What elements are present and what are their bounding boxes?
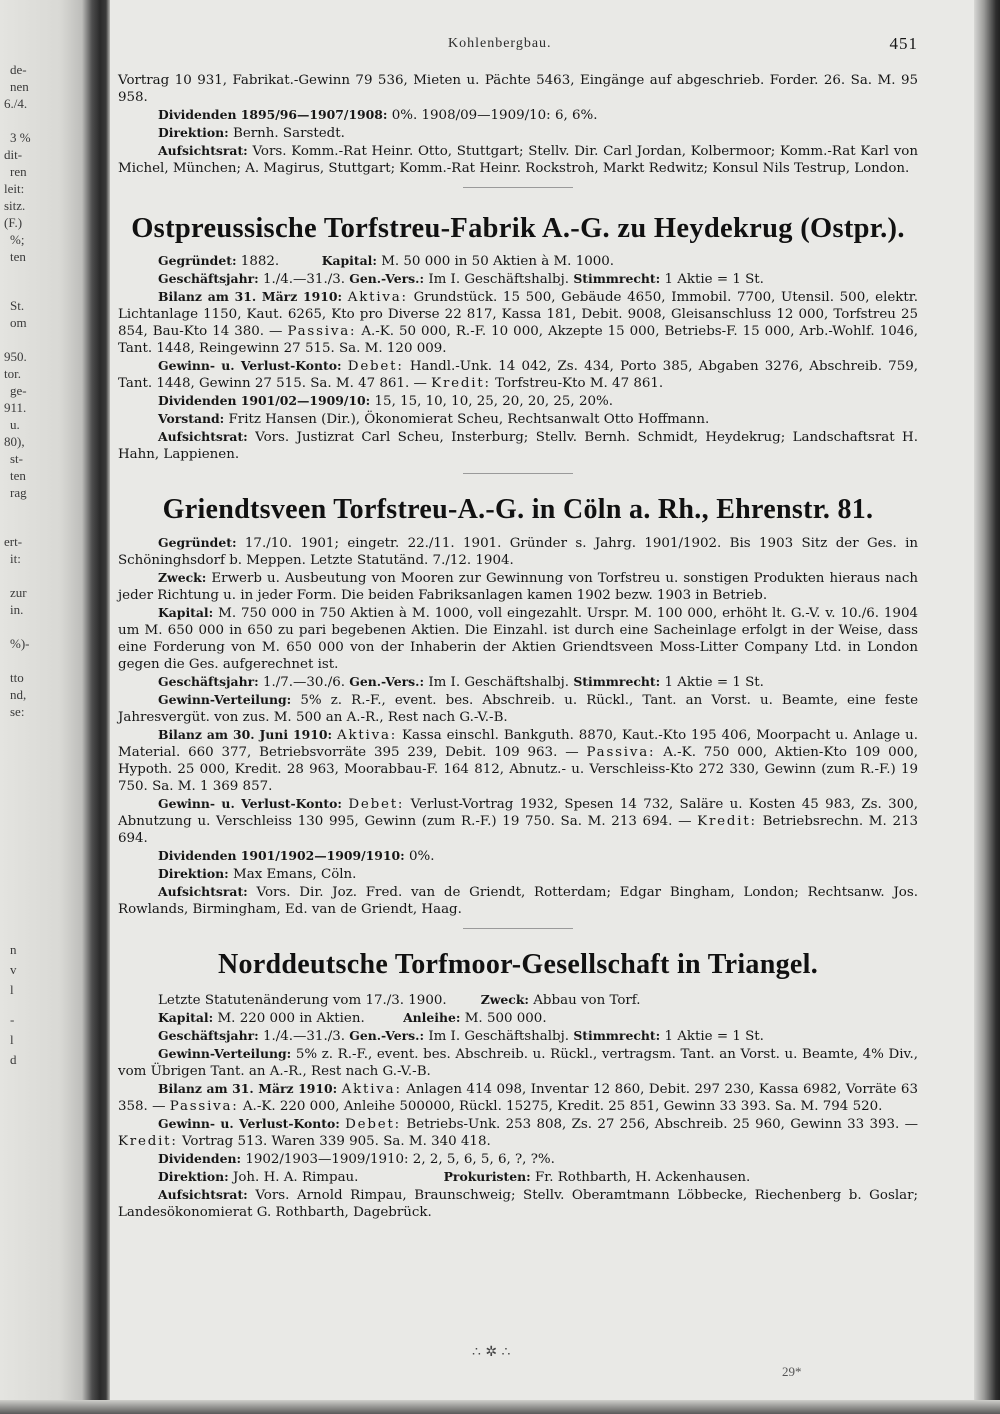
anleihe-label: Anleihe: (403, 1010, 461, 1025)
bilanz-entry (118, 1080, 918, 1115)
statut-text: Letzte Statutenänderung vom 17./3. 1900. (158, 993, 447, 1008)
margin-fragment: nen (10, 79, 29, 94)
guv-entry (118, 357, 918, 392)
aufsichtsrat-label: Aufsichtsrat: (158, 1187, 248, 1202)
geschaeftsjahr-entry (118, 1027, 918, 1045)
guv-label: Gewinn- u. Verlust-Konto: (158, 358, 342, 373)
statut-zweck-entry (118, 991, 918, 1009)
margin-fragment: l (10, 982, 14, 997)
company-title-griendtsveen: Griendtsveen Torfstreu-A.-G. in Cöln a. Rh., Ehrenstr. 81. (162, 494, 874, 525)
margin-fragment: l (10, 1032, 14, 1047)
passiva-text: A.-K. 50 000, R.-F. 10 000, Akzepte 15 000, Betriebs-F. 15 000, Arb.-Wohlf. 1046, Tant. 1448, Reingewinn 27 515. Sa. M. 120 009. (118, 324, 919, 356)
guv-entry (118, 1115, 918, 1150)
direktion-entry (118, 1168, 918, 1186)
dividenden-entry (118, 1150, 918, 1168)
aufsichtsrat-text: Vors. Arnold Rimpau, Braunschweig; Stellv. Oberamtmann Löbbecke, Riechenberg b. Goslar; Landesökonomierat G. Rothbarth, Dagebrück. (118, 1188, 918, 1220)
aufsichtsrat-entry (118, 883, 918, 918)
aktiva-word: Aktiva: (347, 290, 408, 305)
margin-fragment: v (10, 962, 17, 977)
gewinnverteilung-text: 5% z. R.-F., event. bes. Abschreib. u. Rückl., Tant. an Vorst. u. Beamte, eine feste Jahresvergüt. von zus. M. 500 an A.-R., Rest nach G.-V.-B. (118, 693, 918, 725)
margin-fragment: - (10, 1012, 15, 1027)
dividenden-entry (118, 847, 918, 865)
margin-fragment: tto (10, 670, 24, 685)
dividenden-label: Dividenden: (158, 1151, 242, 1166)
company-title-norddeutsche: Norddeutsche Torfmoor-Gesellschaft in Triangel. (218, 949, 818, 980)
section-continuation (118, 72, 918, 188)
margin-fragment: it: (10, 551, 21, 566)
genvers-text: Im I. Geschäftshalbj. (428, 272, 570, 287)
kredit-word: Kredit: (697, 814, 757, 829)
margin-fragment: 950. (4, 349, 27, 364)
margin-fragment: st- (10, 451, 23, 466)
direktion-entry (118, 124, 918, 142)
genvers-text: Im I. Geschäftshalbj. (428, 675, 570, 690)
margin-fragment: 80), (4, 434, 25, 449)
right-scan-edge (974, 0, 1000, 1414)
dividenden-text: 0%. 1908/09—1909/10: 6, 6%. (391, 108, 598, 123)
prokuristen-text: Fr. Rothbarth, H. Ackenhausen. (534, 1170, 751, 1185)
margin-fragment: ren (10, 164, 27, 179)
margin-fragment: 3 % (10, 130, 31, 145)
running-head: Kohlenbergbau. (448, 36, 552, 51)
company-title-ostpreussische: Ostpreussische Torfstreu-Fabrik A.-G. zu Heydekrug (Ostpr.). (131, 213, 905, 244)
gegruendet-label: Gegründet: (158, 535, 237, 550)
margin-fragment: zur (10, 585, 27, 600)
aktiva-text: Grundstück. 15 500, Gebäude 4650, Immobil. 7700, Utensil. 500, elektr. Lichtanlage 1150, Kaut. 6265, Kto pro Diverse 22 817, Kassa 181, Debit. 9008, Gleisanschluss 12 000, Torfstreu 25 854, Bau-Kto 14 380. — (118, 290, 918, 339)
dividenden-entry (118, 392, 918, 410)
margin-fragment: 911. (4, 400, 27, 415)
passiva-text: A.-K. 220 000, Anleihe 500000, Rückl. 15275, Kredit. 25 851, Gewinn 33 393. Sa. M. 794 520. (242, 1099, 883, 1114)
kapital-text: M. 50 000 in 50 Aktien à M. 1000. (381, 254, 615, 269)
kapital-entry (118, 604, 918, 673)
genvers-label: Gen.-Vers.: (349, 674, 425, 689)
stimmrecht-text: 1 Aktie = 1 St. (664, 675, 764, 690)
direktion-label: Direktion: (158, 1169, 229, 1184)
bilanz-entry (118, 288, 918, 357)
page-header (118, 36, 918, 58)
vorstand-text: Fritz Hansen (Dir.), Ökonomierat Scheu, Rechtsanwalt Otto Hoffmann. (228, 412, 710, 427)
dividenden-text: 15, 15, 10, 10, 25, 20, 20, 25, 20%. (374, 394, 613, 409)
aktiva-text: Kassa einschl. Bankguth. 8870, Kaut.-Kto 195 406, Moorpacht u. Anlage u. Material. 660 377, Betriebsvorräte 395 239, Debit. 109 963. — (118, 728, 918, 760)
kredit-dash: — (678, 814, 692, 829)
guv-entry (118, 795, 918, 847)
aufsichtsrat-text: Vors. Justizrat Carl Scheu, Insterburg; Stellv. Bernh. Schmidt, Heydekrug; Landschaftsrat H. Hahn, Lappienen. (118, 430, 918, 462)
gewinnverteilung-entry (118, 691, 918, 726)
aufsichtsrat-label: Aufsichtsrat: (158, 143, 248, 158)
margin-fragment: in. (10, 602, 24, 617)
margin-fragment: om (10, 315, 27, 330)
margin-fragment: ten (10, 249, 26, 264)
kapital-label: Kapital: (321, 253, 377, 268)
page-content (118, 72, 918, 1221)
section-norddeutsche (118, 991, 918, 1221)
margin-fragment: (F.) (4, 215, 23, 230)
margin-fragment: n (10, 942, 17, 957)
kredit-text: Vortrag 513. Waren 339 905. Sa. M. 340 418. (181, 1134, 491, 1149)
geschaeftsjahr-label: Geschäftsjahr: (158, 271, 259, 286)
aufsichtsrat-entry (118, 428, 918, 463)
margin-fragment: ten (10, 468, 26, 483)
dividenden-label: Dividenden 1895/96—1907/1908: (158, 107, 388, 122)
passiva-text: A.-K. 750 000, Aktien-Kto 109 000, Hypoth. 25 000, Kredit. 28 963, Moorabbau-F. 164 812, Abnutz.- u. Verschleiss-Kto 272 330, Gewinn (zum R.-F.) 19 750. Sa. M. 1 369 857. (118, 745, 918, 794)
margin-fragment: de- (10, 62, 27, 77)
section-ostpreussische (118, 252, 918, 474)
section-divider (463, 928, 573, 929)
aktiva-text: Anlagen 414 098, Inventar 12 860, Debit. 297 230, Kassa 6982, Vorräte 63 358. — (118, 1082, 918, 1114)
geschaeftsjahr-text: 1./4.—31./3. (262, 272, 345, 287)
dividenden-text: 0%. (409, 849, 435, 864)
stimmrecht-text: 1 Aktie = 1 St. (664, 272, 764, 287)
gewinnverteilung-text: 5% z. R.-F., event. bes. Abschreib. u. Rückl., vertragsm. Tant. an Vorst. u. Beamte, 4% Div., vom Übrigen Tant. an A.-R., Rest nach G.-V.-B. (118, 1047, 918, 1079)
direktion-entry (118, 865, 918, 883)
margin-fragment: %; (10, 232, 25, 247)
kredit-word: Kredit: (118, 1134, 178, 1149)
dividenden-label: Dividenden 1901/1902—1909/1910: (158, 848, 405, 863)
kapital-label: Kapital: (158, 1010, 214, 1025)
vorstand-entry (118, 410, 918, 428)
direktion-text: Bernh. Sarstedt. (233, 126, 345, 141)
margin-fragment: ge- (10, 383, 27, 398)
debet-text: Verlust-Vortrag 1932, Spesen 14 732, Saläre u. Kosten 45 983, Zs. 300, Abnutzung u. Verschleiss 130 995, Gewinn (zum R.-F.) 19 750. Sa. M. 213 694. (118, 797, 918, 829)
margin-fragment: u. (10, 417, 20, 432)
geschaeftsjahr-text: 1./4.—31./3. (262, 1029, 345, 1044)
margin-fragment: se: (10, 704, 25, 719)
passiva-word: Passiva: (169, 1099, 239, 1114)
debet-word: Debet: (345, 1117, 401, 1132)
direktion-text: Max Emans, Cöln. (233, 867, 357, 882)
passiva-word: Passiva: (586, 745, 656, 760)
genvers-label: Gen.-Vers.: (349, 1028, 425, 1043)
prokuristen-label: Prokuristen: (443, 1169, 531, 1184)
section-griendtsveen (118, 534, 918, 929)
genvers-label: Gen.-Vers.: (349, 271, 425, 286)
bottom-scan-edge (0, 1400, 1000, 1414)
bilanz-label: Bilanz am 31. März 1910: (158, 289, 343, 304)
margin-fragment: %)- (10, 636, 30, 651)
signature-mark: 29* (782, 1364, 802, 1379)
vorstand-label: Vorstand: (158, 411, 225, 426)
aktiva-word: Aktiva: (341, 1082, 402, 1097)
bilanz-label: Bilanz am 31. März 1910: (158, 1081, 338, 1096)
gegruendet-text: 1882. (240, 254, 280, 269)
stimmrecht-text: 1 Aktie = 1 St. (664, 1029, 764, 1044)
debet-word: Debet: (347, 359, 404, 374)
kapital-text: M. 750 000 in 750 Aktien à M. 1000, voll eingezahlt. Urspr. M. 100 000, erhöht lt. G.-V. v. 10./6. 1904 um M. 650 000 in 650 zu pari begebenen Aktien. Die Einzahl. ist durch eine Sacheinlage erfolgt in der Weise, dass eine Forderung von M. 650 000 von der Inhaberin der Aktien Griendtsveen Moss-Litter Company Ltd. in London gegen die Ges. aufgerechnet ist. (118, 606, 918, 672)
guv-label: Gewinn- u. Verlust-Konto: (158, 1116, 340, 1131)
aufsichtsrat-text: Vors. Dir. Joz. Fred. van de Griendt, Rotterdam; Edgar Bingham, London; Rechtsanw. Jos. Rowlands, Birmingham, Ed. van de Griendt, Haag. (118, 885, 918, 917)
direktion-text: Joh. H. A. Rimpau. (233, 1170, 359, 1185)
direktion-label: Direktion: (158, 866, 229, 881)
genvers-text: Im I. Geschäftshalbj. (428, 1029, 570, 1044)
gewinnverteilung-label: Gewinn-Verteilung: (158, 1046, 292, 1061)
stimmrecht-label: Stimmrecht: (573, 1028, 661, 1043)
gegruendet-entry (118, 534, 918, 569)
margin-fragment: tor. (4, 366, 21, 381)
debet-text: Handl.-Unk. 14 042, Zs. 434, Porto 385, Abgaben 3276, Abschreib. 759, Tant. 1448, Gewinn 27 515. Sa. M. 47 861. — (118, 359, 918, 391)
stimmrecht-label: Stimmrecht: (573, 674, 661, 689)
passiva-word: Passiva: (287, 324, 357, 339)
geschaeftsjahr-label: Geschäftsjahr: (158, 674, 259, 689)
ornament-icon: ∴ ✲ ∴ (472, 1344, 511, 1360)
page-number: 451 (889, 34, 918, 53)
margin-fragment: sitz. (4, 198, 26, 213)
aktiva-word: Aktiva: (336, 728, 398, 743)
margin-fragment: St. (10, 298, 25, 313)
section-divider (463, 187, 573, 188)
dividenden-text: 1902/1903—1909/1910: 2, 2, 5, 6, 5, 6, ?, ?%. (245, 1152, 555, 1167)
margin-fragment: ert- (4, 534, 23, 549)
aufsichtsrat-text: Vors. Komm.-Rat Heinr. Otto, Stuttgart; Stellv. Dir. Carl Jordan, Kolbermoor; Komm.-Rat Karl von Michel, München; A. Magirus, Stuttgart; Komm.-Rat Heinr. Rockstroh, Markt Redwitz; Konsul Nils Testrup, London. (118, 144, 918, 176)
geschaeftsjahr-text: 1./7.—30./6. (262, 675, 345, 690)
zweck-text: Erwerb u. Ausbeutung von Mooren zur Gewinnung von Torfstreu u. sonstigen Produkten hieraus nach jeder Richtung u. in jeder Form. Die beiden Fabriksanlagen kamen 1902 bezw. 1903 in Betrieb. (118, 571, 918, 603)
geschaeftsjahr-entry (118, 673, 918, 691)
aufsichtsrat-entry (118, 1186, 918, 1221)
bilanz-label: Bilanz am 30. Juni 1910: (158, 727, 333, 742)
guv-label: Gewinn- u. Verlust-Konto: (158, 796, 342, 811)
section-divider (463, 473, 573, 474)
zweck-label: Zweck: (158, 570, 207, 585)
stimmrecht-label: Stimmrecht: (573, 271, 661, 286)
zweck-entry (118, 569, 918, 604)
kapital-anleihe-entry (118, 1009, 918, 1027)
kapital-label: Kapital: (158, 605, 214, 620)
margin-fragment: nd, (10, 687, 27, 702)
dividenden-label: Dividenden 1901/02—1909/10: (158, 393, 371, 408)
margin-fragment: leit: (4, 181, 25, 196)
margin-fragment: dit- (4, 147, 23, 162)
margin-fragment: rag (10, 485, 27, 500)
gegruendet-kapital-entry (118, 252, 918, 270)
zweck-text: Abbau von Torf. (533, 993, 641, 1008)
vortrag-paragraph: Vortrag 10 931, Fabrikat.-Gewinn 79 536, Mieten u. Pächte 5463, Eingänge auf abgeschrieb. Forder. 26. Sa. M. 95 958. (118, 73, 918, 105)
kapital-text: M. 220 000 in Aktien. (217, 1011, 365, 1026)
zweck-label: Zweck: (480, 992, 529, 1007)
gewinnverteilung-label: Gewinn-Verteilung: (158, 692, 292, 707)
debet-text: Betriebs-Unk. 253 808, Zs. 27 256, Abschreib. 25 960, Gewinn 33 393. — (406, 1117, 918, 1132)
kredit-word: Kredit: (431, 376, 491, 391)
bilanz-entry (118, 726, 918, 795)
anleihe-text: M. 500 000. (464, 1011, 547, 1026)
kredit-text: Torfstreu-Kto M. 47 861. (495, 376, 664, 391)
direktion-label: Direktion: (158, 125, 229, 140)
gegruendet-text: 17./10. 1901; eingetr. 22./11. 1901. Gründer s. Jahrg. 1901/1902. Bis 1903 Sitz der Ges. in Schöninghsdorf b. Meppen. Letzte Statutänd. 7./12. 1904. (118, 536, 918, 568)
gewinnverteilung-entry (118, 1045, 918, 1080)
kredit-text: Betriebsrechn. M. 213 694. (118, 814, 919, 846)
margin-fragment: d (10, 1052, 17, 1067)
aufsichtsrat-entry (118, 142, 918, 177)
margin-fragment: 6./4. (4, 96, 28, 111)
aufsichtsrat-label: Aufsichtsrat: (158, 884, 248, 899)
geschaeftsjahr-entry (118, 270, 918, 288)
aufsichtsrat-label: Aufsichtsrat: (158, 429, 248, 444)
geschaeftsjahr-label: Geschäftsjahr: (158, 1028, 259, 1043)
gegruendet-label: Gegründet: (158, 253, 237, 268)
dividenden-entry (118, 106, 918, 124)
debet-word: Debet: (348, 797, 405, 812)
